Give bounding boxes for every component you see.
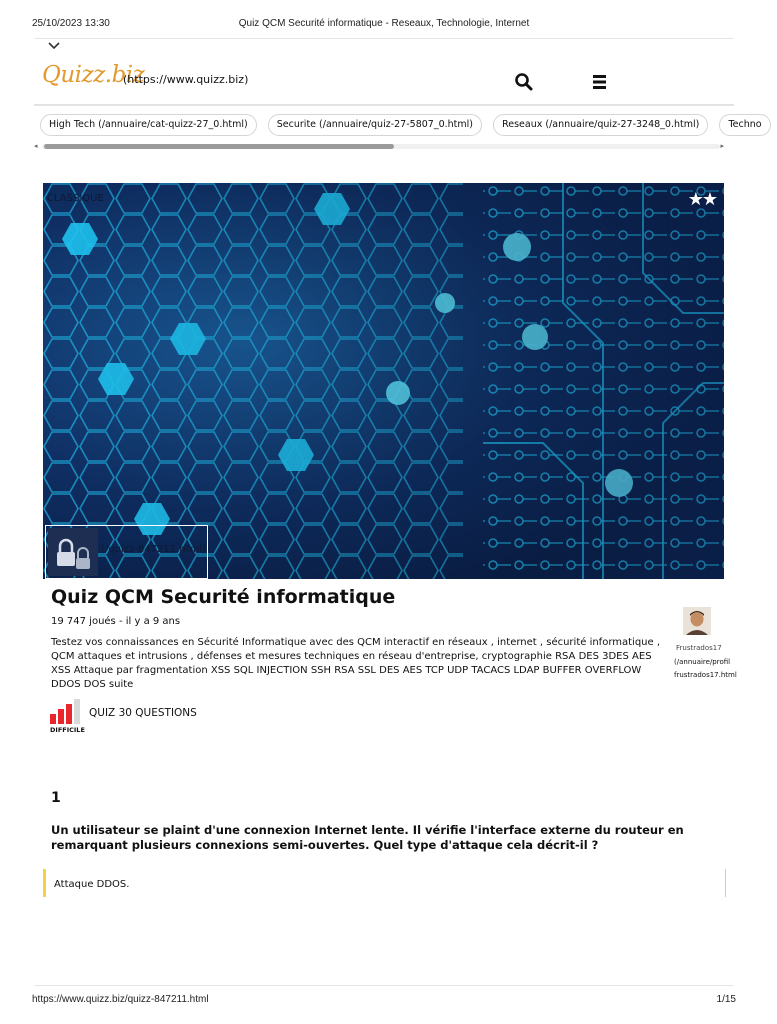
site-header bbox=[34, 60, 734, 106]
quiz-category-label: CLASSIQUE bbox=[47, 193, 104, 204]
print-header bbox=[32, 18, 736, 32]
category-tabs bbox=[40, 112, 762, 136]
print-url: https://www.quizz.biz/quizz-847211.html bbox=[32, 994, 209, 1005]
quiz-play-count: 19 747 joués - il y a 9 ans bbox=[51, 616, 181, 627]
chevron-down-icon[interactable] bbox=[47, 40, 61, 52]
difficulty-bar bbox=[58, 709, 64, 724]
divider bbox=[34, 104, 734, 106]
divider bbox=[34, 38, 734, 39]
question-text: Un utilisateur se plaint d'une connexion Internet lente. Il vérifie l'interface externe du routeur en remarquant plusieurs connexions semi-ouvertes. Quel type d'attaque cela décrit-il ? bbox=[51, 823, 684, 852]
scroll-left-icon[interactable]: ◂ bbox=[34, 142, 38, 150]
padlock-icon bbox=[48, 528, 98, 576]
hamburger-menu-icon[interactable] bbox=[590, 72, 610, 92]
circuit-hexagon-illustration bbox=[43, 183, 724, 579]
author-name[interactable]: Frustrados17 bbox=[676, 644, 722, 652]
scroll-right-icon[interactable]: ▸ bbox=[720, 142, 724, 150]
answer-option[interactable] bbox=[43, 869, 726, 897]
print-page-number: 1/15 bbox=[716, 994, 736, 1005]
difficulty-label: DIFFICILE bbox=[50, 726, 85, 734]
print-footer bbox=[32, 994, 736, 1008]
print-title: Quiz QCM Securité informatique - Reseaux, Technologie, Internet bbox=[238, 18, 530, 29]
answer-text: Attaque DDOS. bbox=[54, 879, 130, 890]
difficulty-indicator bbox=[50, 700, 86, 736]
category-pill-reseaux[interactable]: Reseaux (/annuaire/quiz-27-3248_0.html) bbox=[493, 114, 708, 136]
quiz-description: Testez vos connaissances en Sécurité Informatique avec des QCM interactif en réseaux , internet , sécurité informatique , QCM attaques et intrusions , défenses et mesures techniques en réseau d'entreprise, cryptographie RSA DES 3DES AES XSS Attaque par fragmentation XSS SQL INJECTION SSH RSA SSL DES AES TCP UDP TACACS LDAP BUFFER OVERFLOW DDOS DOS suite bbox=[51, 637, 661, 690]
logo-link[interactable]: (https://www.quizz.biz) bbox=[123, 73, 249, 86]
quiz-thumbnail-url[interactable]: (/quizz-847211.html) bbox=[101, 544, 206, 555]
category-pill-high-tech[interactable]: High Tech (/annuaire/cat-quizz-27_0.html) bbox=[40, 114, 257, 136]
search-icon[interactable] bbox=[514, 72, 534, 92]
question-count: QUIZ 30 QUESTIONS bbox=[89, 707, 197, 719]
avatar-portrait-icon bbox=[683, 607, 711, 635]
category-pill-securite[interactable]: Securite (/annuaire/quiz-27-5807_0.html) bbox=[268, 114, 482, 136]
divider bbox=[34, 985, 734, 986]
avatar[interactable] bbox=[683, 607, 711, 635]
difficulty-bar bbox=[50, 714, 56, 724]
quiz-hero-image bbox=[43, 183, 724, 579]
author-profile-link[interactable]: (/annuaire/profil bbox=[674, 658, 731, 666]
horizontal-scrollbar[interactable] bbox=[34, 142, 728, 150]
quiz-title: Quiz QCM Securité informatique bbox=[51, 586, 396, 608]
question-number: 1 bbox=[51, 790, 61, 806]
star-rating-icon: ★★ bbox=[687, 189, 716, 210]
quiz-thumbnail-link[interactable] bbox=[45, 525, 208, 579]
difficulty-bar bbox=[74, 699, 80, 724]
padlock-thumbnail-image bbox=[48, 528, 98, 576]
print-date: 25/10/2023 13:30 bbox=[32, 18, 110, 29]
site-logo[interactable]: Quizz.biz bbox=[42, 62, 145, 88]
author-profile-link-cont[interactable]: frustrados17.html bbox=[674, 671, 737, 679]
category-pill-techno[interactable]: Techno bbox=[719, 114, 770, 136]
scroll-thumb[interactable] bbox=[44, 144, 394, 149]
difficulty-bar bbox=[66, 704, 72, 724]
